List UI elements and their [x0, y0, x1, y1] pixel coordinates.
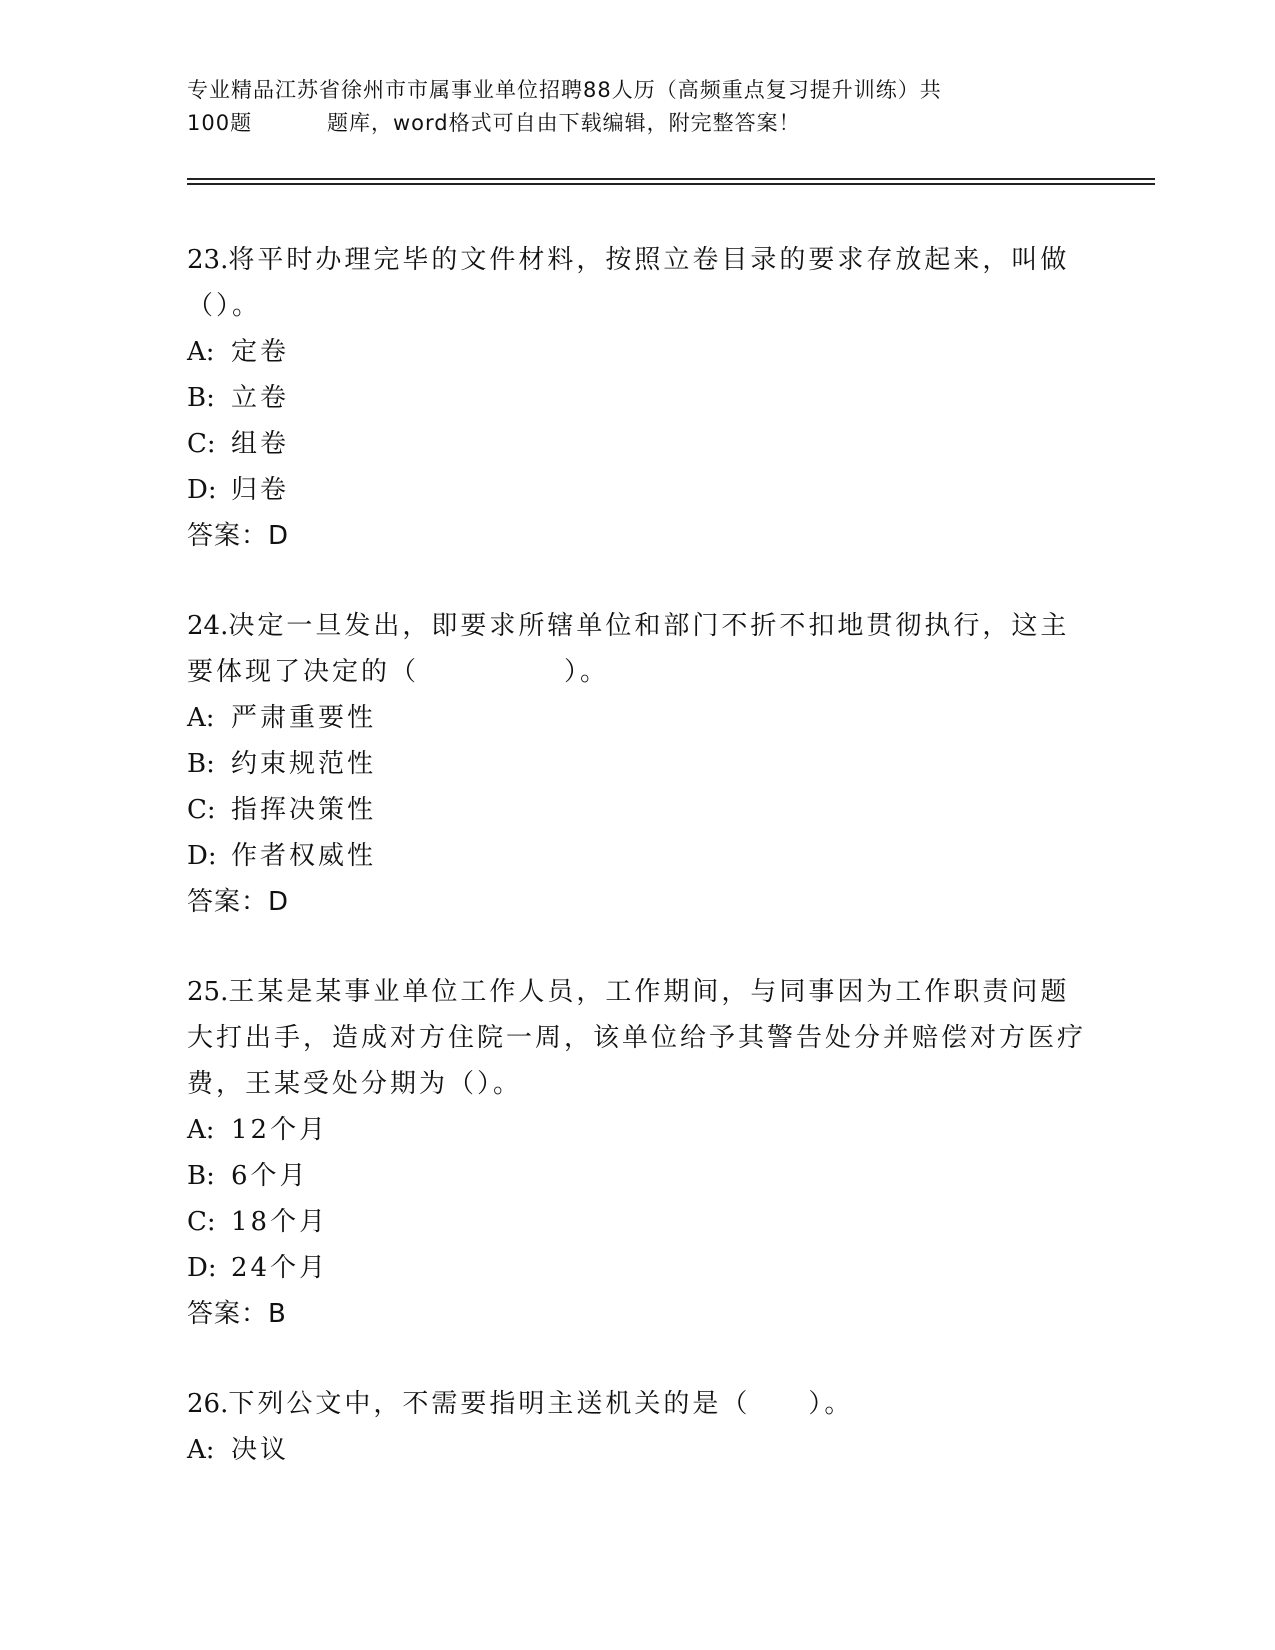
option-text: 24个月	[231, 1253, 329, 1283]
option-d	[187, 833, 1087, 879]
option-a	[187, 329, 1087, 375]
question-text: 王某是某事业单位工作人员，工作期间，与同事因为工作职责问题大打出手，造成对方住院一周，该单位给予其警告处分并赔偿对方医疗费，王某受处分期为（）。	[187, 977, 1087, 1099]
option-key: B:	[187, 383, 215, 413]
option-key: B:	[187, 749, 215, 779]
question-count: 100题	[187, 111, 253, 135]
option-text: 作者权威性	[231, 841, 377, 871]
question-number: 25.	[187, 977, 229, 1007]
option-key: A:	[187, 337, 215, 367]
option-key: B:	[187, 1161, 215, 1191]
option-key: A:	[187, 1435, 215, 1465]
option-key: A:	[187, 1115, 215, 1145]
option-text: 约束规范性	[231, 749, 377, 779]
question-24	[187, 603, 1087, 925]
option-b	[187, 741, 1087, 787]
header-divider-bottom	[187, 183, 1155, 185]
question-23	[187, 237, 1087, 559]
option-b	[187, 1153, 1087, 1199]
option-text: 立卷	[231, 383, 290, 413]
option-text: 严肃重要性	[231, 703, 377, 733]
question-number: 24.	[187, 611, 229, 641]
question-number: 26.	[187, 1389, 229, 1419]
option-key: C:	[187, 429, 216, 459]
question-text: 将平时办理完毕的文件材料，按照立卷目录的要求存放起来，叫做（）。	[187, 245, 1070, 321]
option-d	[187, 1245, 1087, 1291]
question-stem	[187, 237, 1087, 329]
option-d	[187, 467, 1087, 513]
answer-line: 答案：D	[187, 521, 290, 551]
header-line-1: 专业精品江苏省徐州市市属事业单位招聘88人历（高频重点复习提升训练）共	[187, 78, 942, 102]
option-text: 定卷	[231, 337, 290, 367]
option-key: A:	[187, 703, 215, 733]
header-line-2-text: 题库，word格式可自由下载编辑，附完整答案！	[327, 111, 801, 135]
option-a	[187, 1107, 1087, 1153]
option-a	[187, 1427, 1087, 1473]
option-b	[187, 375, 1087, 421]
question-number: 23.	[187, 245, 229, 275]
option-key: D:	[187, 1253, 217, 1283]
question-text: 下列公文中，不需要指明主送机关的是（ ）。	[228, 1389, 854, 1419]
question-stem	[187, 969, 1087, 1107]
option-a	[187, 695, 1087, 741]
document-header	[187, 74, 1067, 140]
question-list	[187, 237, 1087, 1517]
question-25	[187, 969, 1087, 1337]
question-26	[187, 1381, 1087, 1473]
answer-line: 答案：D	[187, 887, 290, 917]
option-text: 归卷	[231, 475, 290, 505]
option-key: D:	[187, 475, 217, 505]
option-text: 指挥决策性	[231, 795, 377, 825]
option-key: C:	[187, 1207, 216, 1237]
question-stem	[187, 603, 1087, 695]
option-c	[187, 787, 1087, 833]
option-text: 18个月	[231, 1207, 329, 1237]
option-c	[187, 1199, 1087, 1245]
header-line-2	[187, 107, 1067, 140]
option-key: C:	[187, 795, 216, 825]
option-text: 决议	[231, 1435, 290, 1465]
option-key: D:	[187, 841, 217, 871]
option-text: 组卷	[231, 429, 290, 459]
option-text: 6个月	[231, 1161, 309, 1191]
question-text: 决定一旦发出，即要求所辖单位和部门不折不扣地贯彻执行，这主要体现了决定的（ ）。	[187, 611, 1070, 687]
option-c	[187, 421, 1087, 467]
header-divider-top	[187, 178, 1155, 180]
answer-line: 答案：B	[187, 1299, 287, 1329]
option-text: 12个月	[231, 1115, 329, 1145]
question-stem	[187, 1381, 1087, 1427]
